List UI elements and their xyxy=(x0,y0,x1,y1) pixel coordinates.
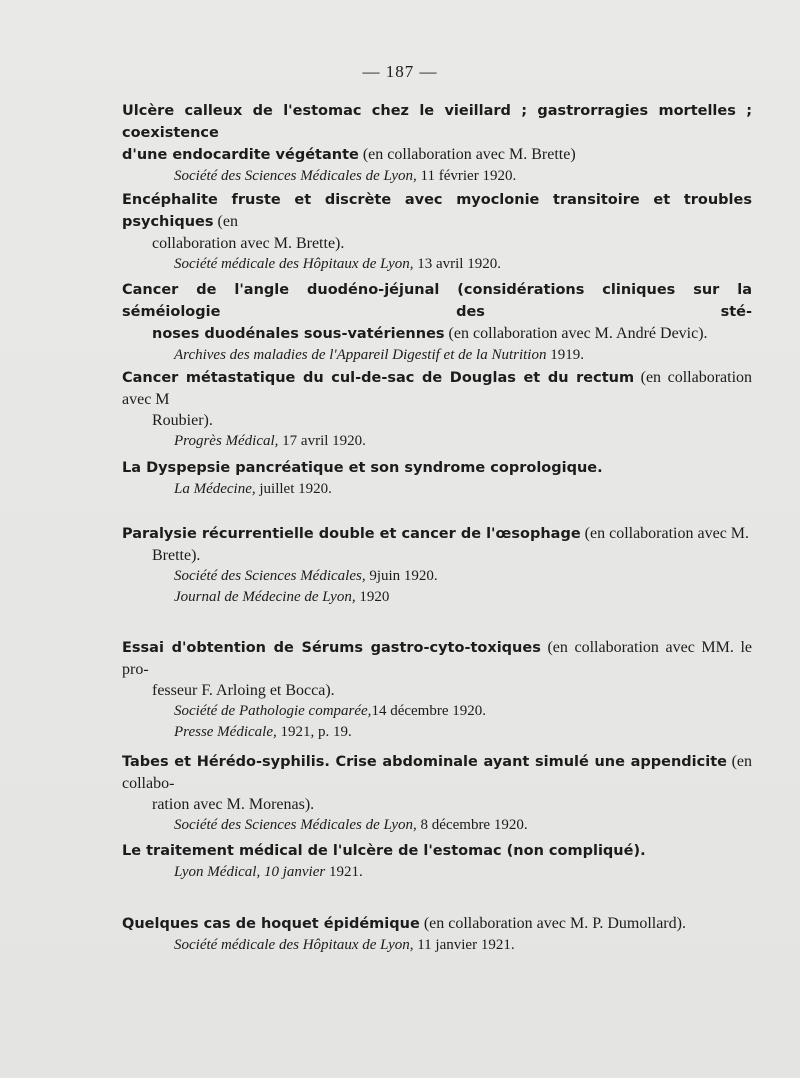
entry-title: Paralysie récurrentielle double et cancer de l'œsophage xyxy=(122,526,581,542)
entry-source: Société des Sciences Médicales de Lyon, 11 février 1920. xyxy=(174,168,517,184)
entry-source: Société des Sciences Médicales de Lyon, 8 décembre 1920. xyxy=(174,817,528,833)
entry-source: Société médicale des Hôpitaux de Lyon, 11 janvier 1921. xyxy=(174,937,515,953)
entry-collaboration: (en collaboration avec M. André Devic). xyxy=(444,325,708,342)
entry-source: Progrès Médical, 17 avril 1920. xyxy=(174,433,366,449)
entry-source: Société de Pathologie comparée,14 décembre 1920. xyxy=(174,703,486,719)
entry-title: Tabes et Hérédo-syphilis. Crise abdominale ayant simulé une appendicite xyxy=(122,754,727,770)
entry-title: noses duodénales sous-vatériennes xyxy=(152,326,445,342)
entry-collaboration: ration avec M. Morenas). xyxy=(152,796,315,813)
entry-title: La Dyspepsie pancréatique et son syndrome coprologique. xyxy=(122,460,603,476)
bibliography-entry: Essai d'obtention de Sérums gastro-cyto-toxiques (en collaboration avec MM. le pro- fesseur F. Arloing et Bocca). Société de Pathologie comparée,14 décembre 1920. Presse Médicale, 1921, p. 19. xyxy=(122,637,752,743)
entry-title: Le traitement médical de l'ulcère de l'estomac (non compliqué). xyxy=(122,843,646,859)
bibliography-entry: Tabes et Hérédo-syphilis. Crise abdominale ayant simulé une appendicite (en collabo- ration avec M. Morenas). Société des Sciences Médicales de Lyon, 8 décembre 1920. xyxy=(122,751,752,836)
bibliography-entry xyxy=(122,457,752,500)
bibliography-entry xyxy=(122,100,752,187)
entry-source: Société des Sciences Médicales, 9juin 1920. xyxy=(174,568,438,584)
entry-source: Archives des maladies de l'Appareil Digestif et de la Nutrition 1919. xyxy=(174,347,584,363)
entry-title: Quelques cas de hoquet épidémique xyxy=(122,916,420,932)
entry-collaboration: fesseur F. Arloing et Bocca). xyxy=(152,682,335,699)
entry-collaboration: Roubier). xyxy=(152,412,213,429)
entry-source: La Médecine, juillet 1920. xyxy=(174,481,332,497)
bibliography-entry: Encéphalite fruste et discrète avec myoclonie transitoire et troubles psychiques (en collaboration avec M. Brette). Société médicale des Hôpitaux de Lyon, 13 avril 1920. xyxy=(122,189,752,275)
entry-title: Cancer métastatique du cul-de-sac de Douglas et du rectum xyxy=(122,370,635,386)
bibliography-entry: Paralysie récurrentielle double et cancer de l'œsophage (en collaboration avec M. Brette). Société des Sciences Médicales, 9juin 1920. Journal de Médecine de Lyon, 1920 xyxy=(122,523,752,608)
entry-title: Encéphalite fruste et discrète avec myoclonie transitoire et troubles psychiques xyxy=(122,192,752,230)
bibliography-entry xyxy=(122,840,752,883)
entry-source: Lyon Médical, 10 janvier 1921. xyxy=(174,864,363,880)
entry-source: Société médicale des Hôpitaux de Lyon, 13 avril 1920. xyxy=(174,256,501,272)
entry-collaboration: (en collaboration avec M. Brette) xyxy=(358,146,576,163)
bibliography-entry: Cancer métastatique du cul-de-sac de Douglas et du rectum (en collaboration avec M Roubier). Progrès Médical, 17 avril 1920. xyxy=(122,367,752,452)
entry-title: Cancer de l'angle duodéno-jéjunal (considérations cliniques sur la séméiologie des sté- xyxy=(122,282,752,320)
entry-collaboration: Brette). xyxy=(152,547,201,564)
bibliography-entry: Quelques cas de hoquet épidémique (en collaboration avec M. P. Dumollard). Société médicale des Hôpitaux de Lyon, 11 janvier 1921. xyxy=(122,913,752,956)
entry-source: Journal de Médecine de Lyon, 1920 xyxy=(174,589,390,605)
entry-title: Essai d'obtention de Sérums gastro-cyto-toxiques xyxy=(122,640,541,656)
entry-title: d'une endocardite végétante xyxy=(122,147,359,163)
page-number: — 187 — xyxy=(362,62,438,81)
entry-title: Ulcère calleux de l'estomac chez le vieillard ; gastrorragies mortelles ; coexistence xyxy=(122,103,752,141)
entry-collaboration: collaboration avec M. Brette). xyxy=(152,235,345,252)
entry-source: Presse Médicale, 1921, p. 19. xyxy=(174,724,352,740)
bibliography-entry xyxy=(122,279,752,366)
